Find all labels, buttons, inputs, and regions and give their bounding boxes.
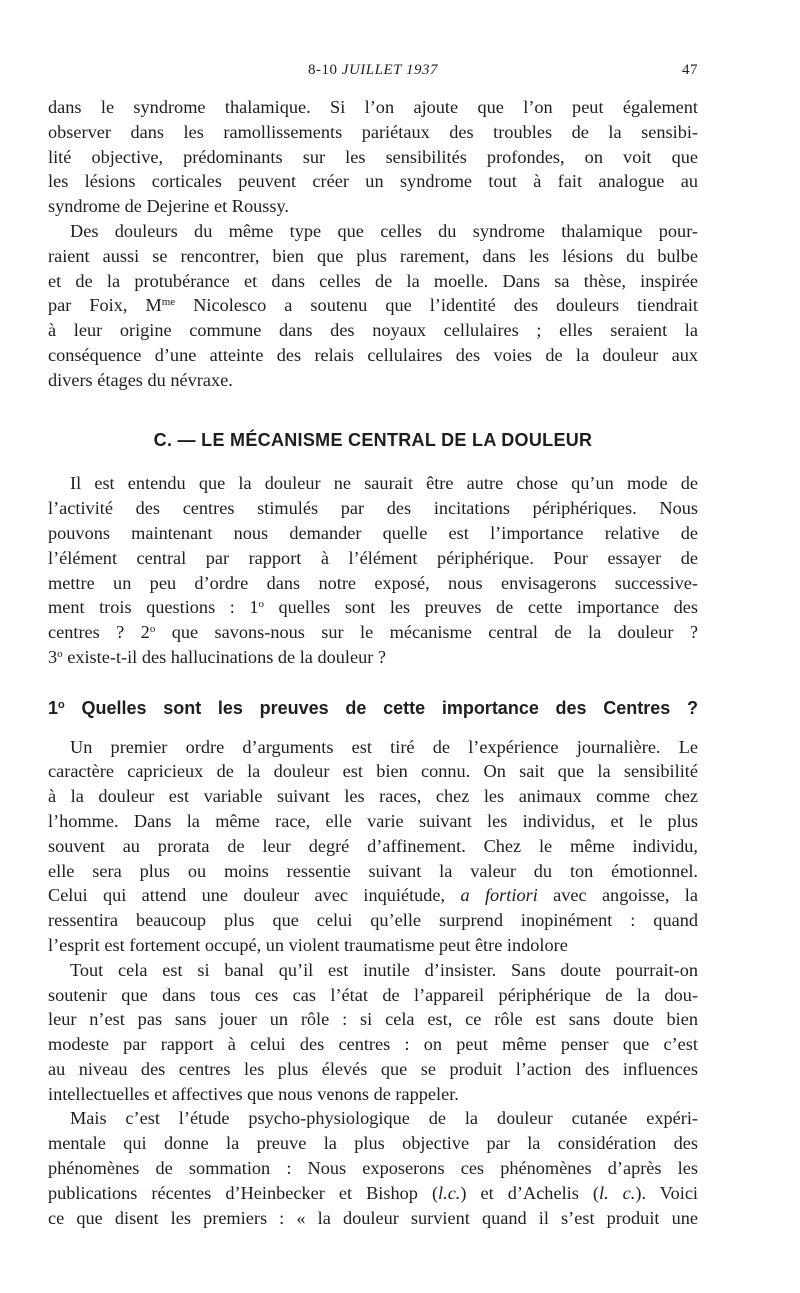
text-line: intellectuelles et affectives que nous venons de rappeler. bbox=[48, 1083, 459, 1104]
text-line: au niveau des centres les plus élevés que se produit l’action des influences bbox=[48, 1058, 698, 1079]
text-line: divers étages du névraxe. bbox=[48, 369, 233, 390]
text-line: et de la protubérance et dans celles de la moelle. Dans sa thèse, inspirée bbox=[48, 270, 698, 291]
text-line: modeste par rapport à celui des centres : on peut même penser que c’est bbox=[48, 1034, 698, 1055]
text-line: les lésions corticales peuvent créer un syndrome tout à fait analogue au bbox=[48, 171, 698, 192]
header-month-year: JUILLET 1937 bbox=[341, 62, 438, 78]
running-head bbox=[48, 62, 698, 84]
text-run: Celui qui attend une douleur avec inquiétude, bbox=[48, 885, 461, 906]
text-line: phénomènes de sommation : Nous exposerons ces phénomènes d’après les bbox=[48, 1158, 698, 1179]
text-line: l’élément central par rapport à l’élément périphérique. Pour essayer de bbox=[48, 547, 698, 568]
text-line: mettre un peu d’ordre dans notre exposé, nous envisagerons successive- bbox=[48, 572, 698, 593]
italic-run: l.c. bbox=[438, 1182, 461, 1203]
text-run: ment trois questions : 1 bbox=[48, 597, 259, 618]
text-line: l’esprit est fortement occupé, un violent traumatisme peut être indolore bbox=[48, 934, 568, 955]
subsection-number: 1 bbox=[48, 697, 59, 718]
text-run: existe-t-il des hallucinations de la douleur ? bbox=[62, 646, 387, 667]
subsection-title-text: Quelles sont les preuves de cette importance des Centres ? bbox=[64, 697, 698, 718]
text-line bbox=[48, 293, 698, 318]
paragraph-1 bbox=[48, 95, 698, 219]
paragraph-5 bbox=[48, 958, 698, 1107]
text-line: caractère capricieux de la douleur est bien connu. On sait que la sensibilité bbox=[48, 761, 698, 782]
superscript: o bbox=[58, 698, 65, 711]
text-line: lité objective, prédominants sur les sensibilités profondes, on voit que bbox=[48, 146, 698, 167]
superscript: o bbox=[149, 623, 156, 636]
text-line bbox=[48, 645, 698, 670]
text-run: ) et d’Achelis ( bbox=[460, 1182, 599, 1203]
text-line: Mais c’est l’étude psycho-physiologique de la douleur cutanée expéri- bbox=[70, 1108, 698, 1129]
text-line bbox=[48, 883, 698, 908]
running-head-title bbox=[48, 62, 698, 79]
text-line: à la douleur est variable suivant les races, chez les animaux comme chez bbox=[48, 786, 698, 807]
text-line bbox=[48, 620, 698, 645]
paragraph-3 bbox=[48, 471, 698, 669]
text-line: observer dans les ramollissements pariétaux des troubles de la sensibi- bbox=[48, 121, 698, 142]
text-line: à leur origine commune dans des noyaux cellulaires ; elles seraient la bbox=[48, 320, 698, 341]
text-line: mentale qui donne la preuve la plus objective par la considération des bbox=[48, 1133, 698, 1154]
paragraph-2 bbox=[48, 219, 698, 393]
text-line: l’activité des centres stimulés par des incitations périphériques. Nous bbox=[48, 498, 698, 519]
text-line: ressentira beaucoup plus que celui qu’elle surprend inopinément : quand bbox=[48, 910, 698, 931]
text-run: quelles sont les preuves de cette importance des bbox=[263, 597, 698, 618]
text-line bbox=[48, 595, 698, 620]
paragraph-6 bbox=[48, 1106, 698, 1230]
superscript: me bbox=[161, 296, 176, 309]
text-line: Un premier ordre d’arguments est tiré de l’expérience journalière. Le bbox=[70, 736, 698, 757]
subsection-heading-1 bbox=[48, 696, 698, 721]
text-line: Des douleurs du même type que celles du syndrome thalamique pour- bbox=[70, 220, 698, 241]
text-line: conséquence d’une atteinte des relais cellulaires des voies de la douleur aux bbox=[48, 344, 698, 365]
superscript: o bbox=[258, 598, 264, 611]
text-run: que savons-nous sur le mécanisme central de la douleur ? bbox=[155, 622, 698, 643]
text-run: avec angoisse, la bbox=[537, 885, 698, 906]
text-line: ce que disent les premiers : « la douleur survient quand il s’est produit une bbox=[48, 1207, 698, 1228]
text-line: soutenir que dans tous ces cas l’état de l’appareil périphérique de la dou- bbox=[48, 984, 698, 1005]
section-heading-c: C. — LE MÉCANISME CENTRAL DE LA DOULEUR bbox=[153, 429, 593, 450]
text-line: Tout cela est si banal qu’il est inutile d’insister. Sans doute pourrait-on bbox=[70, 959, 698, 980]
text-run: centres ? 2 bbox=[48, 622, 150, 643]
text-run: ). Voici bbox=[635, 1182, 699, 1203]
text-run: publications récentes d’Heinbecker et Bishop ( bbox=[48, 1182, 439, 1203]
text-line: elle sera plus ou moins ressentie suivant la valeur du ton émotionnel. bbox=[48, 860, 698, 881]
text-line: dans le syndrome thalamique. Si l’on ajoute que l’on peut également bbox=[48, 97, 698, 117]
italic-run: a fortiori bbox=[460, 885, 538, 906]
italic-run: l. c. bbox=[598, 1182, 636, 1203]
text-run: Nicolesco a soutenu que l’identité des douleurs tiendrait bbox=[175, 295, 698, 316]
text-line: Il est entendu que la douleur ne saurait être autre chose qu’un mode de bbox=[70, 473, 698, 494]
text-line: souvent au prorata de leur degré d’affinement. Chez le même individu, bbox=[48, 835, 698, 856]
text-line: l’homme. Dans la même race, elle varie suivant les individus, et le plus bbox=[48, 810, 698, 831]
text-run: 3 bbox=[48, 646, 58, 667]
header-dates: 8-10 bbox=[308, 62, 338, 78]
superscript: o bbox=[57, 647, 63, 660]
text-line: syndrome de Dejerine et Roussy. bbox=[48, 196, 289, 217]
text-line: raient aussi se rencontrer, bien que plus rarement, dans les lésions du bulbe bbox=[48, 245, 698, 266]
paragraph-4 bbox=[48, 735, 698, 958]
page-number: 47 bbox=[682, 62, 698, 78]
text-line: pouvons maintenant nous demander quelle est l’importance relative de bbox=[48, 522, 698, 543]
text-run: par Foix, M bbox=[48, 295, 162, 316]
text-line bbox=[48, 1181, 698, 1206]
text-line: leur n’est pas sans jouer un rôle : si cela est, ce rôle est sans doute bien bbox=[48, 1009, 698, 1030]
page-body bbox=[48, 95, 698, 1230]
